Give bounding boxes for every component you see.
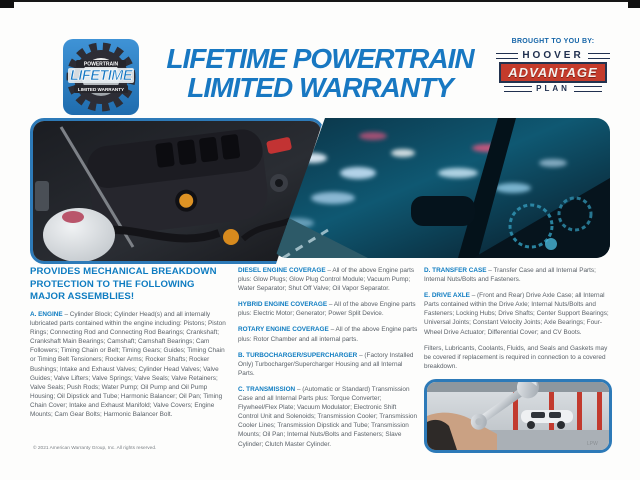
page-title-line2: LIMITED WARRANTY bbox=[187, 72, 453, 104]
section-diesel-label: DIESEL ENGINE COVERAGE bbox=[238, 267, 326, 274]
brand-rule-right2 bbox=[574, 86, 602, 92]
section-transfer-case-body: – Transfer Case and all Internal Parts; Internal Nuts/Bolts and Fasteners. bbox=[424, 267, 596, 284]
page-title-line1: LIFETIME POWERTRAIN bbox=[166, 43, 474, 74]
column-3 bbox=[424, 266, 612, 456]
section-diesel bbox=[238, 266, 418, 293]
section-drive-axle-body: – (Front and Rear) Drive Axle Case; all Internal Parts contained within the Drive Axle; Internal Nuts/Bolts and Fasteners; Locking Hubs; Drive Shafts; Center Support Bearings; Universal Joints; Constant Velocity Joints; Axle Bearings; Four-Wheel Drive Actuator; Differential Cover; and CV Boots. bbox=[424, 292, 609, 336]
service-garage-photo bbox=[424, 379, 612, 453]
night-drive-photo bbox=[273, 118, 610, 258]
section-transmission bbox=[238, 385, 418, 449]
powertrain-lifetime-logo bbox=[62, 38, 140, 116]
brand-rule-right bbox=[588, 53, 610, 59]
brought-to-you-by-block bbox=[492, 38, 614, 93]
brought-to-you-by-label: BROUGHT TO YOU BY: bbox=[511, 38, 595, 45]
scan-artifact-top-left bbox=[0, 0, 14, 8]
scan-artifact-top-edge bbox=[0, 0, 640, 2]
section-engine-label: A. ENGINE bbox=[30, 310, 63, 318]
brand-rule-left2 bbox=[504, 86, 532, 92]
brand-rule-left bbox=[496, 53, 518, 59]
logo-main-text: LIFETIME bbox=[69, 68, 133, 84]
section-hybrid-label: HYBRID ENGINE COVERAGE bbox=[238, 301, 328, 309]
section-turbocharger-label: B. TURBOCHARGER/SUPERCHARGER bbox=[238, 351, 358, 359]
section-rotary bbox=[238, 325, 418, 343]
coverage-note: Filters, Lubricants, Coolants, Fluids, and Seals and Gaskets may be covered if replacement is required in connection to a covered breakdown. bbox=[424, 344, 608, 370]
section-diesel-body: – All of the above Engine parts plus: Glow Plugs; Glow Plug Control Module; Vacuum Pump; Water Separator; Shut Off Valve; Oil Vapor Separator. bbox=[238, 267, 415, 293]
brand-plan-row bbox=[492, 84, 614, 93]
page-title bbox=[150, 44, 490, 102]
section-transmission-body: – (Automatic or Standard) Transmission Case and all Internal Parts plus: Torque Converter; Flywheel/Flex Plate; Vacuum Modulator; Electronic Shift Control Unit and Solenoids; Transmission Cooler; Transmission Cooler Lines; Transmission Dipstick and Tube; Transmission Mounts; Oil Pan; Internal Nuts/Bolts and Fasteners; Slave Cylinder; Clutch Master Cylinder. bbox=[238, 385, 418, 448]
engine-bay-photo-art bbox=[33, 121, 321, 261]
section-engine bbox=[30, 310, 232, 419]
copyright-text: © 2021 American Warranty Group, Inc. All rights reserved. bbox=[33, 446, 157, 451]
engine-bay-photo bbox=[30, 118, 324, 264]
section-hybrid-body: – All of the above Engine parts plus: Electric Motor; Generator; Power Split Device. bbox=[238, 301, 416, 318]
section-rotary-label: ROTARY ENGINE COVERAGE bbox=[238, 326, 329, 334]
brand-hoover-row bbox=[492, 50, 614, 61]
header bbox=[0, 36, 640, 118]
intro-heading: PROVIDES MECHANICAL BREAKDOWN PROTECTION TO THE FOLLOWING MAJOR ASSEMBLIES! bbox=[30, 266, 217, 303]
scan-artifact-top-right bbox=[628, 0, 640, 8]
logo-top-ribbon-text: POWERTRAIN bbox=[83, 61, 119, 68]
brand-advantage-text: ADVANTAGE bbox=[499, 62, 607, 83]
logo-bottom-ribbon-text: LIMITED WARRANTY bbox=[77, 87, 125, 92]
section-turbocharger bbox=[238, 351, 418, 378]
section-transfer-case-label: D. TRANSFER CASE bbox=[424, 267, 487, 274]
column-1 bbox=[30, 266, 232, 456]
section-drive-axle bbox=[424, 291, 612, 336]
coverage-columns bbox=[30, 266, 612, 456]
column-2 bbox=[238, 266, 418, 456]
section-hybrid bbox=[238, 300, 418, 318]
section-transmission-label: C. TRANSMISSION bbox=[238, 385, 296, 393]
hoover-advantage-plan-logo bbox=[492, 50, 614, 93]
service-garage-photo-art bbox=[427, 382, 609, 450]
night-drive-photo-art bbox=[273, 118, 610, 258]
powertrain-lifetime-logo-art bbox=[62, 38, 140, 116]
section-drive-axle-label: E. DRIVE AXLE bbox=[424, 292, 470, 300]
section-rotary-body: – All of the above Engine parts plus: Rotor Chamber and all internal parts. bbox=[238, 326, 418, 343]
section-turbocharger-body: – (Factory Installed Only) Turbocharger/Supercharger Housing and all Internal Parts. bbox=[238, 351, 414, 377]
document-code: LPW bbox=[587, 441, 598, 447]
section-transfer-case bbox=[424, 266, 612, 284]
section-engine-body: – Cylinder Block; Cylinder Head(s) and all internally lubricated parts contained within the engine including: Pistons; Piston Rings; Connecting Rod and Connecting Rod Bearings; Crankshaft; Crankshaft Main Bearings; Camshaft; Camshaft Bearings; Cam Followers; Timing Chain or Belt; Timing Gears; Guides; Timing Chain or Timing Belt Tensioners; Rocker Arms; Rocker Shafts; Rocker Bushings; Intake and Exhaust Valves; Cylinder Head Valves; Valve Guides; Valve Lifters; Valve Springs; Valve Seals; Valve Retainers; Valve Seals; Push Rods; Water Pump; Oil Pump and Oil Pump Housing; Oil Dipstick and Tube; Harmonic Balancer; Oil Pan; Timing Chain Cover; Intake and Exhaust Manifold; Valve Covers; Engine Mounts; Cam Gear Bolts; Harmonic Balancer Bolt. bbox=[30, 310, 226, 418]
brand-plan-text: PLAN bbox=[536, 84, 570, 93]
brand-hoover-text: HOOVER bbox=[522, 50, 584, 61]
